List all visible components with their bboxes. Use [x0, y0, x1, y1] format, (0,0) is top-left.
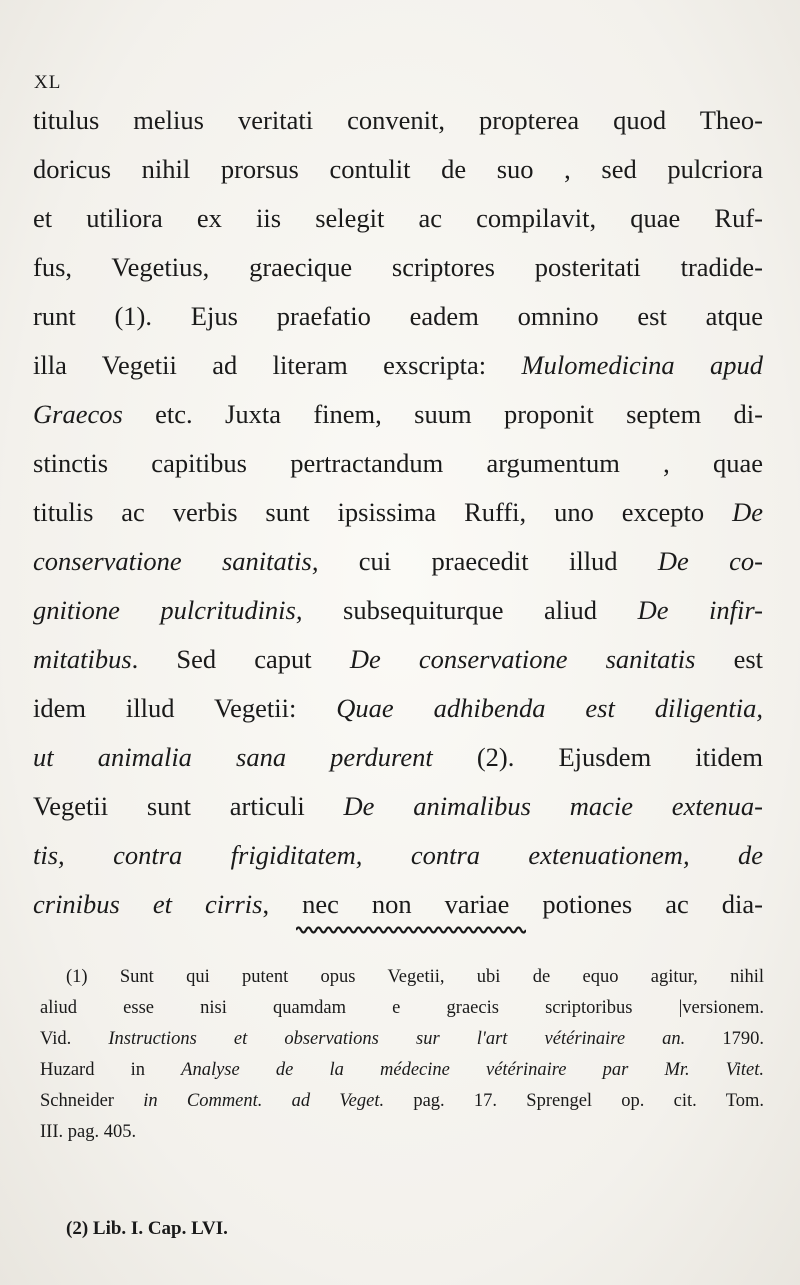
italic-segment: Analyse de la médecine vétérinaire par Mr. Vitet. — [181, 1060, 764, 1080]
italic-segment: tis, contra frigiditatem, contra extenuationem, de — [33, 840, 763, 870]
body-text-line — [33, 390, 763, 439]
italic-segment: conservatione sanitatis, — [33, 546, 319, 576]
text-segment: , nec non variae potiones ac dia- — [262, 889, 763, 919]
italic-segment: De — [732, 497, 763, 527]
text-segment: runt (1). Ejus praefatio eadem omnino est atque — [33, 301, 763, 331]
italic-segment: De co- — [657, 546, 763, 576]
footnote-2: (2) Lib. I. Cap. LVI. — [66, 1218, 228, 1239]
body-text-line — [33, 733, 763, 782]
text-segment: . Sed caput — [131, 644, 350, 674]
italic-segment: crinibus et cirris — [33, 889, 263, 919]
text-segment: (1) Sunt qui putent opus Vegetii, ubi de equo agitur, nihil — [66, 967, 764, 987]
italic-segment: De animalibus macie extenua- — [343, 791, 763, 821]
text-segment: est — [695, 644, 764, 674]
text-segment: subsequiturque aliud — [302, 595, 638, 625]
text-segment: titulus melius veritati convenit, propterea quod Theo- — [33, 105, 763, 135]
footnote-1 — [40, 962, 764, 1148]
text-segment: cui praecedit illud — [318, 546, 658, 576]
body-text-line — [33, 586, 763, 635]
body-text-line — [33, 145, 763, 194]
body-text-line — [33, 831, 763, 880]
text-segment: (2). Ejusdem itidem — [432, 742, 763, 772]
footnote-line — [40, 1024, 764, 1055]
text-segment: illa Vegetii ad literam exscripta: — [33, 350, 522, 380]
italic-segment: gnitione pulcritudinis, — [33, 595, 303, 625]
text-segment: doricus nihil prorsus contulit de suo , sed pulcriora — [33, 154, 763, 184]
footnote-line — [40, 1086, 764, 1117]
body-text-line — [33, 96, 763, 145]
text-segment: et utiliora ex iis selegit ac compilavit, quae Ruf- — [33, 203, 763, 233]
italic-segment: Quae adhibenda est diligentia, — [336, 693, 763, 723]
text-segment: titulis ac verbis sunt ipsissima Ruffi, uno excepto — [33, 497, 733, 527]
text-segment: idem illud Vegetii: — [33, 693, 337, 723]
body-text-line — [33, 782, 763, 831]
body-text-line — [33, 194, 763, 243]
footnote-line — [40, 1055, 764, 1086]
italic-segment: Graecos — [33, 399, 123, 429]
text-segment: III. pag. 405. — [40, 1122, 137, 1142]
text-segment: etc. Juxta finem, suum proponit septem di- — [122, 399, 763, 429]
body-text-line — [33, 635, 763, 684]
text-segment: Vegetii sunt articuli — [33, 791, 344, 821]
italic-segment: ut animalia sana perdurent — [33, 742, 433, 772]
page-number: XL — [34, 72, 62, 93]
italic-segment: mitatibus — [33, 644, 132, 674]
footnote-line — [40, 1117, 764, 1148]
italic-segment: Mulomedicina apud — [521, 350, 763, 380]
text-segment: 1790. — [685, 1029, 764, 1049]
body-text-line — [33, 537, 763, 586]
body-text-line — [33, 439, 763, 488]
main-text-block — [33, 96, 763, 929]
text-segment: Huzard in — [40, 1060, 182, 1080]
text-segment: pag. 17. Sprengel op. cit. Tom. — [384, 1091, 764, 1111]
footnote-line — [40, 993, 764, 1024]
body-text-line — [33, 880, 763, 929]
italic-segment: De infir- — [637, 595, 763, 625]
text-segment: Schneider — [40, 1091, 144, 1111]
body-text-line — [33, 684, 763, 733]
text-segment: aliud esse nisi quamdam e graecis scriptoribus |versionem. — [40, 998, 764, 1018]
italic-segment: in Comment. ad Veget. — [143, 1091, 385, 1111]
ornamental-rule — [296, 925, 526, 935]
body-text-line — [33, 488, 763, 537]
italic-segment: Instructions et observations sur l'art vétérinaire an. — [108, 1029, 686, 1049]
text-segment: fus, Vegetius, graecique scriptores posteritati tradide- — [33, 252, 763, 282]
text-segment: stinctis capitibus pertractandum argumentum , quae — [33, 448, 763, 478]
body-text-line — [33, 292, 763, 341]
italic-segment: De conservatione sanitatis — [349, 644, 696, 674]
body-text-line — [33, 341, 763, 390]
footnote-line — [40, 962, 764, 993]
body-text-line — [33, 243, 763, 292]
text-segment: Vid. — [40, 1029, 109, 1049]
